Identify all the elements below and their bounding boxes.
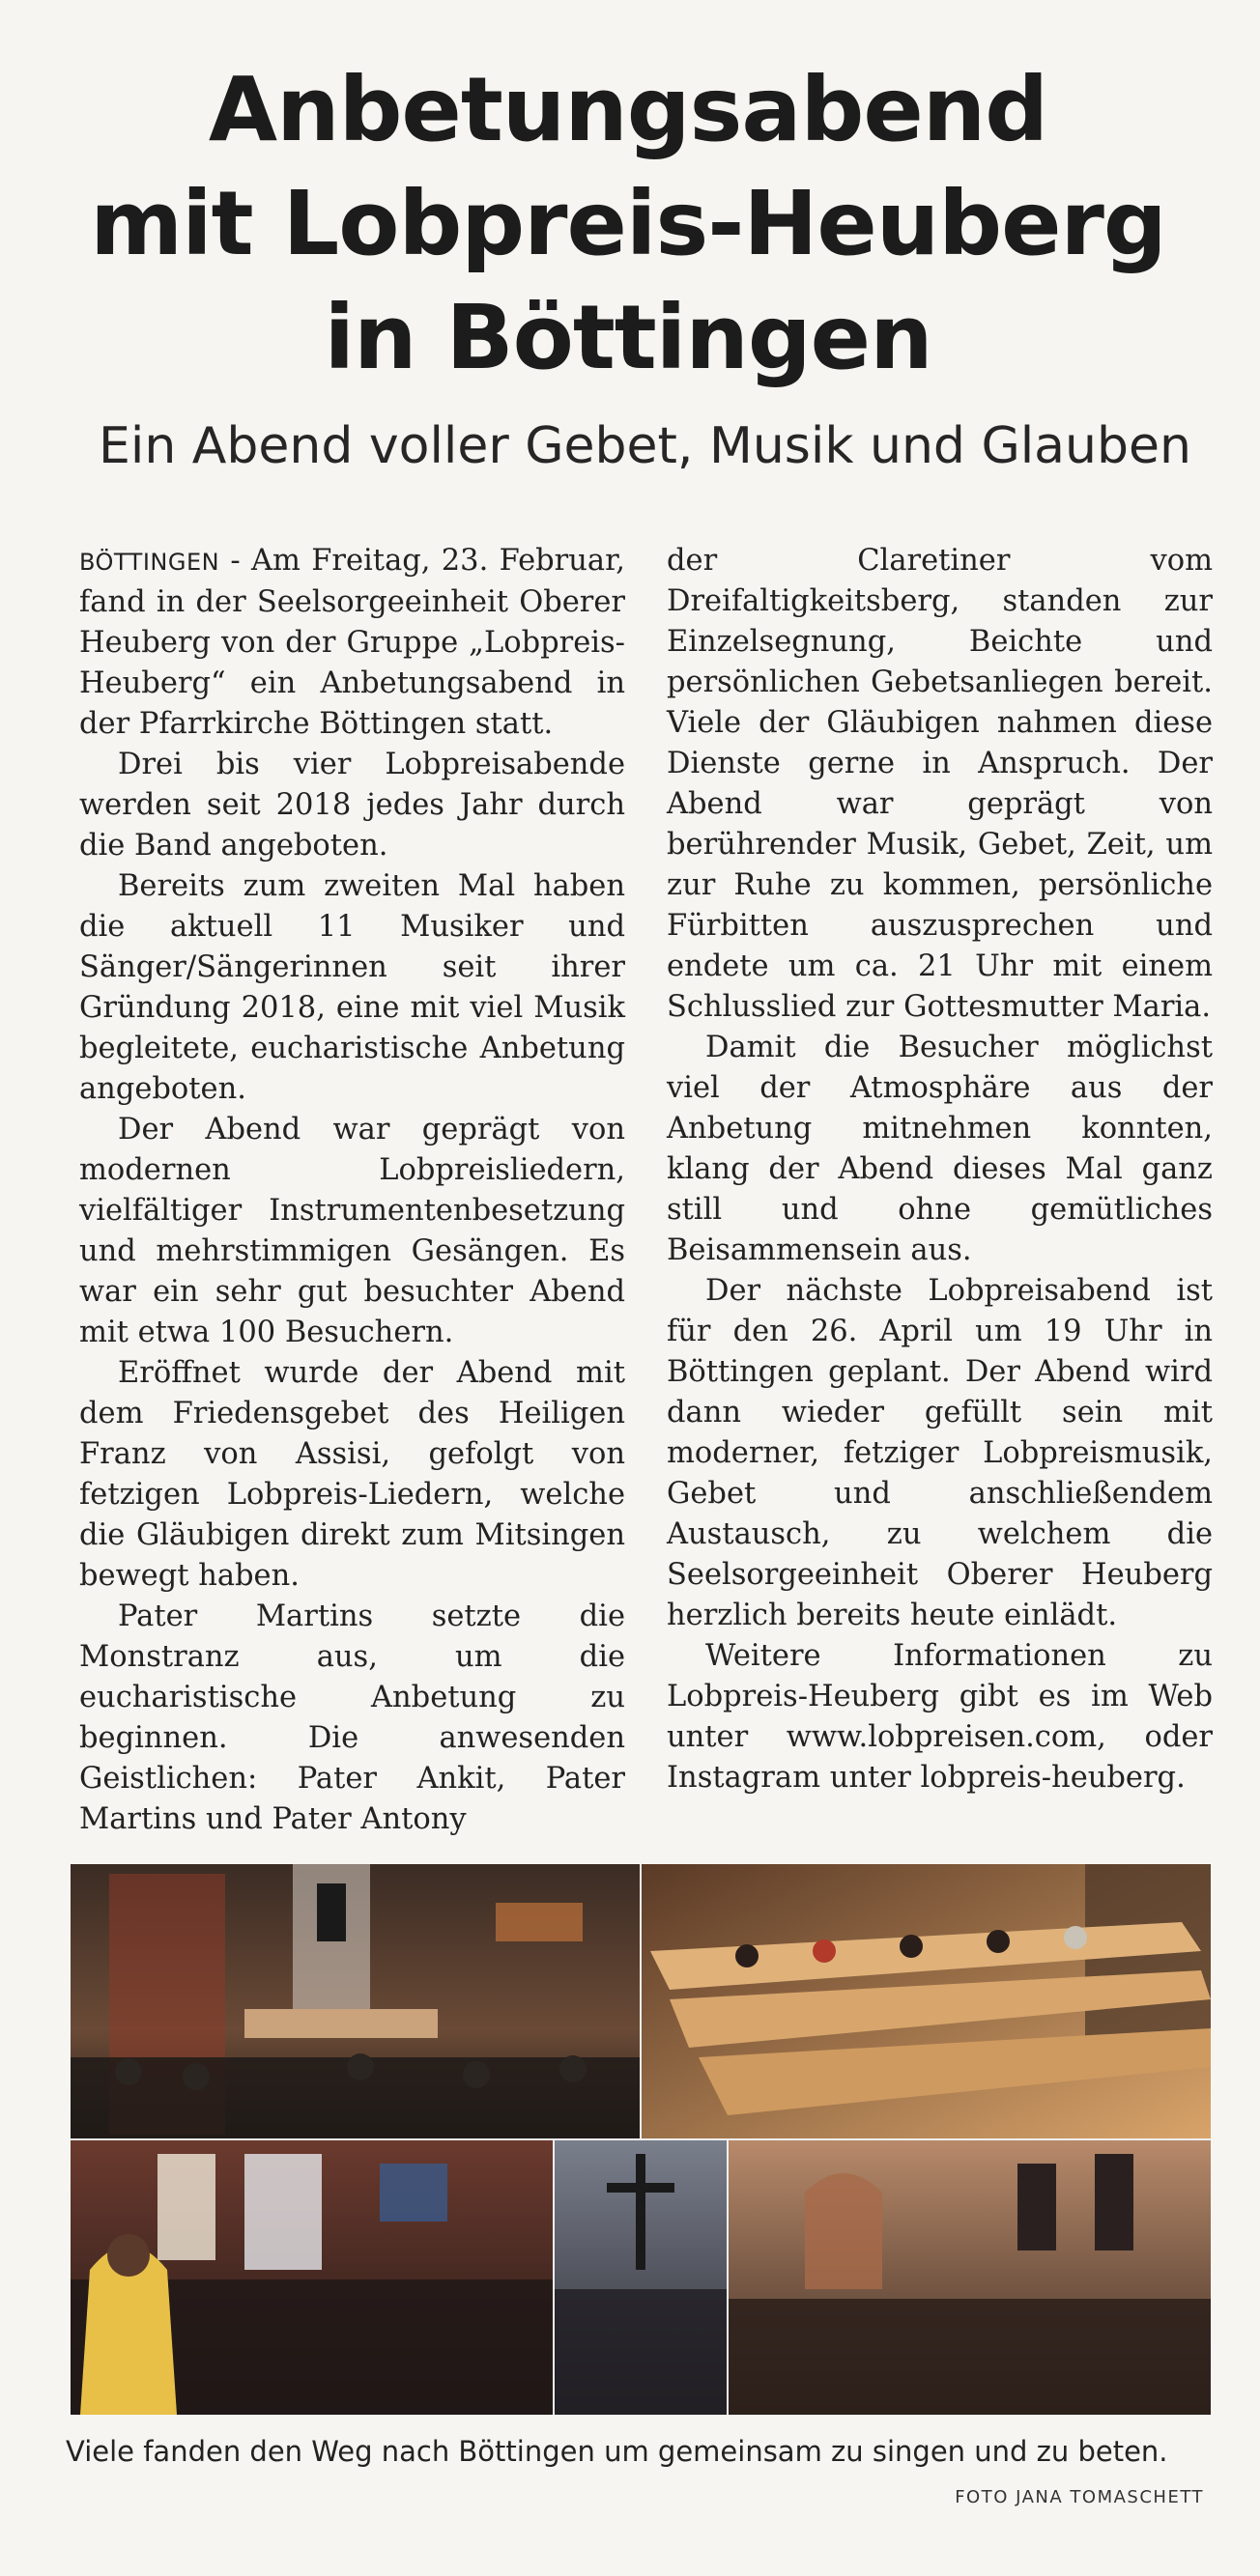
- paragraph: Weitere Informationen zu Lobpreis-Heuberg gibt es im Web unter www.lobpreisen.com, oder Instagram unter lobpreis-heuberg.: [667, 1639, 1213, 1795]
- paragraph: [79, 541, 625, 745]
- paragraph: Eröffnet wurde der Abend mit dem Friedensgebet des Heiligen Franz von Assisi, gefolgt von fetzigen Lobpreis-Liedern, welche die Gläubigen direkt zum Mitsingen bewegt haben.: [79, 1356, 625, 1593]
- paragraph: Bereits zum zweiten Mal haben die aktuell 11 Musiker und Sänger/Sängerinnen seit ihrer Gründung 2018, eine mit viel Musik begleitete, eucharistische Anbetung angeboten.: [79, 869, 625, 1106]
- paragraph: der Claretiner vom Dreifaltigkeitsberg, standen zur Einzelsegnung, Beichte und persönlichen Gebetsanliegen bereit. Viele der Gläubigen nahmen diese Dienste gerne in Anspruch. Der Abend war geprägt von berührender Musik, Gebet, Zeit, um zur Ruhe zu kommen, persönliche Fürbitten auszusprechen und endete um ca. 21 Uhr mit einem Schlusslied zur Gottesmutter Maria.: [667, 544, 1213, 1024]
- photo-pews: [641, 1864, 1211, 2139]
- dateline: BÖTTINGEN: [79, 549, 220, 576]
- headline-line-3: in Böttingen: [324, 286, 932, 389]
- photo-nave: [728, 2139, 1211, 2415]
- headline-line-2: mit Lobpreis-Heuberg: [90, 172, 1166, 275]
- text-column-left: [79, 541, 625, 1840]
- paragraph: Der nächste Lobpreisabend ist für den 26. April um 19 Uhr in Böttingen geplant. Der Abend wird dann wieder gefüllt sein mit moderner, fetziger Lobpreismusik, Gebet und anschließendem Austausch, zu welchem die Seelsorgeeinheit Oberer Heuberg herzlich bereits heute einlädt.: [667, 1274, 1213, 1632]
- photo-collage-image: [71, 1864, 1211, 2415]
- paragraph: Der Abend war geprägt von modernen Lobpreisliedern, vielfältiger Instrumentenbesetzung und mehrstimmigen Gesängen. Es war ein sehr gut besuchter Abend mit etwa 100 Besuchern.: [79, 1113, 625, 1349]
- headline-line-1: Anbetungsabend: [208, 58, 1048, 161]
- paragraph: Damit die Besucher möglichst viel der Atmosphäre aus der Anbetung mitnehmen konnten, klang der Abend dieses Mal ganz still und ohne gemütliches Beisammensein aus.: [667, 1031, 1213, 1267]
- photo-credit: FOTO JANA TOMASCHETT: [955, 2487, 1204, 2507]
- photo-altar: [71, 1864, 641, 2139]
- photo-congregation: [71, 2139, 554, 2415]
- photo-collage: [71, 1864, 1211, 2415]
- paragraph: Drei bis vier Lobpreisabende werden seit 2018 jedes Jahr durch die Band angeboten.: [79, 748, 625, 863]
- article-subheadline: Ein Abend voller Gebet, Musik und Glauben: [99, 417, 1191, 475]
- paragraph-text: - Am Freitag, 23. Februar, fand in der Seelsorgeeinheit Oberer Heuberg von der Gruppe „Lobpreis-Heuberg“ ein Anbetungsabend in der Pfarrkirche Böttingen statt.: [79, 544, 625, 741]
- photo-crucifix: [554, 2139, 728, 2415]
- paragraph: Pater Martins setzte die Monstranz aus, um die eucharistische Anbetung zu beginnen. Die anwesenden Geistlichen: Pater Ankit, Pater Martins und Pater Antony: [79, 1599, 625, 1836]
- photo-caption: Viele fanden den Weg nach Böttingen um gemeinsam zu singen und zu beten.: [66, 2435, 1168, 2468]
- text-column-right: [667, 541, 1213, 1798]
- article-headline: [58, 53, 1198, 395]
